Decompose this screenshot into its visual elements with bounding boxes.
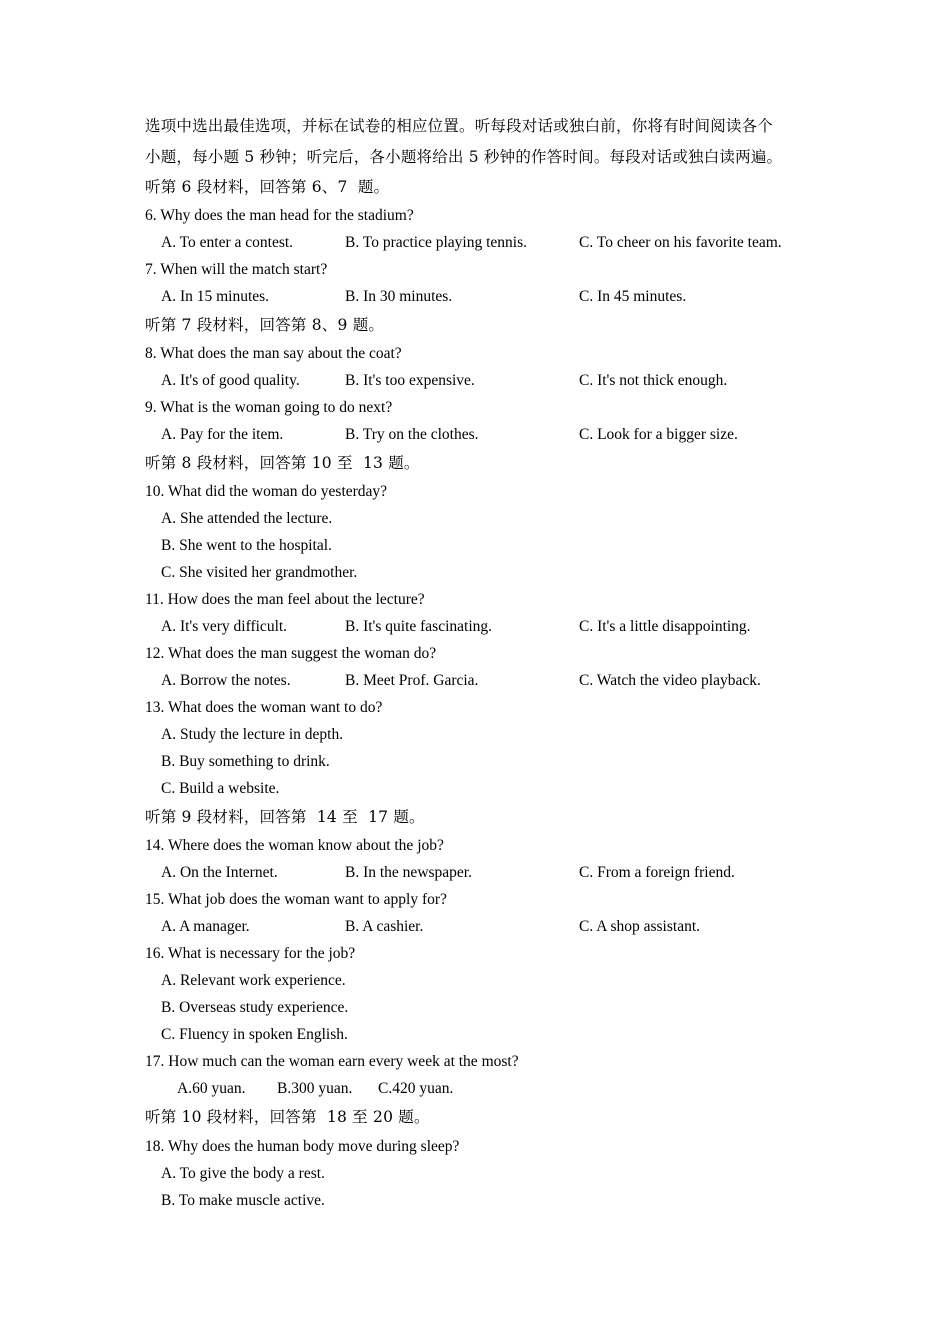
question-18-option-a: A. To give the body a rest. <box>161 1165 325 1182</box>
question-14-option-a: A. On the Internet. <box>161 864 278 881</box>
intro-line-2: 小题，每小题 5 秒钟；听完后，各小题将给出 5 秒钟的作答时间。每段对话或独白读两遍。 <box>145 148 783 166</box>
question-17-stem: 17. How much can the woman earn every week at the most? <box>145 1053 519 1070</box>
question-17-option-c: C.420 yuan. <box>378 1080 454 1097</box>
section-7-heading: 听第 7 段材料，回答第 8、9 题。 <box>145 316 385 334</box>
question-12-option-b: B. Meet Prof. Garcia. <box>345 672 479 689</box>
question-15-option-a: A. A manager. <box>161 918 250 935</box>
question-16-stem: 16. What is necessary for the job? <box>145 945 356 962</box>
intro-line-1: 选项中选出最佳选项，并标在试卷的相应位置。听每段对话或独白前，你将有时间阅读各个 <box>145 117 774 135</box>
question-13-stem: 13. What does the woman want to do? <box>145 699 383 716</box>
question-16-option-a: A. Relevant work experience. <box>161 972 346 989</box>
question-9-option-b: B. Try on the clothes. <box>345 426 479 443</box>
question-10-option-a: A. She attended the lecture. <box>161 510 333 527</box>
question-15-option-c: C. A shop assistant. <box>579 918 701 935</box>
question-14-option-b: B. In the newspaper. <box>345 864 472 881</box>
question-6-stem: 6. Why does the man head for the stadium? <box>145 207 414 224</box>
question-6-option-a: A. To enter a contest. <box>161 234 294 251</box>
question-15-option-b: B. A cashier. <box>345 918 424 935</box>
section-8-heading: 听第 8 段材料，回答第 10 至 13 题。 <box>145 454 420 472</box>
question-13-option-b: B. Buy something to drink. <box>161 753 330 770</box>
question-15-stem: 15. What job does the woman want to apply for? <box>145 891 447 908</box>
question-11-stem: 11. How does the man feel about the lecture? <box>145 591 425 608</box>
question-12-option-a: A. Borrow the notes. <box>161 672 291 689</box>
question-7-option-c: C. In 45 minutes. <box>579 288 687 305</box>
question-11-option-b: B. It's quite fascinating. <box>345 618 493 635</box>
question-13-option-a: A. Study the lecture in depth. <box>161 726 344 743</box>
question-9-option-c: C. Look for a bigger size. <box>579 426 738 443</box>
question-18-stem: 18. Why does the human body move during sleep? <box>145 1138 460 1155</box>
question-8-stem: 8. What does the man say about the coat? <box>145 345 402 362</box>
question-7-stem: 7. When will the match start? <box>145 261 328 278</box>
question-10-stem: 10. What did the woman do yesterday? <box>145 483 388 500</box>
question-18-option-b: B. To make muscle active. <box>161 1192 325 1209</box>
section-9-heading: 听第 9 段材料，回答第 14 至 17 题。 <box>145 808 425 826</box>
question-9-stem: 9. What is the woman going to do next? <box>145 399 393 416</box>
question-14-option-c: C. From a foreign friend. <box>579 864 735 881</box>
section-10-heading: 听第 10 段材料，回答第 18 至 20 题。 <box>145 1108 430 1126</box>
question-9-option-a: A. Pay for the item. <box>161 426 284 443</box>
question-10-option-c: C. She visited her grandmother. <box>161 564 358 581</box>
question-12-option-c: C. Watch the video playback. <box>579 672 761 689</box>
question-14-stem: 14. Where does the woman know about the job? <box>145 837 444 854</box>
question-17-option-b: B.300 yuan. <box>277 1080 353 1097</box>
question-10-option-b: B. She went to the hospital. <box>161 537 332 554</box>
question-7-option-a: A. In 15 minutes. <box>161 288 270 305</box>
question-8-option-c: C. It's not thick enough. <box>579 372 728 389</box>
question-16-option-c: C. Fluency in spoken English. <box>161 1026 348 1043</box>
question-6-option-c: C. To cheer on his favorite team. <box>579 234 782 251</box>
question-11-option-c: C. It's a little disappointing. <box>579 618 751 635</box>
question-13-option-c: C. Build a website. <box>161 780 280 797</box>
question-6-option-b: B. To practice playing tennis. <box>345 234 528 251</box>
question-11-option-a: A. It's very difficult. <box>161 618 288 635</box>
question-12-stem: 12. What does the man suggest the woman do? <box>145 645 437 662</box>
question-7-option-b: B. In 30 minutes. <box>345 288 453 305</box>
question-16-option-b: B. Overseas study experience. <box>161 999 349 1016</box>
question-8-option-a: A. It's of good quality. <box>161 372 300 389</box>
question-17-option-a: A.60 yuan. <box>177 1080 246 1097</box>
section-6-heading: 听第 6 段材料，回答第 6、7 题。 <box>145 178 390 196</box>
question-8-option-b: B. It's too expensive. <box>345 372 475 389</box>
